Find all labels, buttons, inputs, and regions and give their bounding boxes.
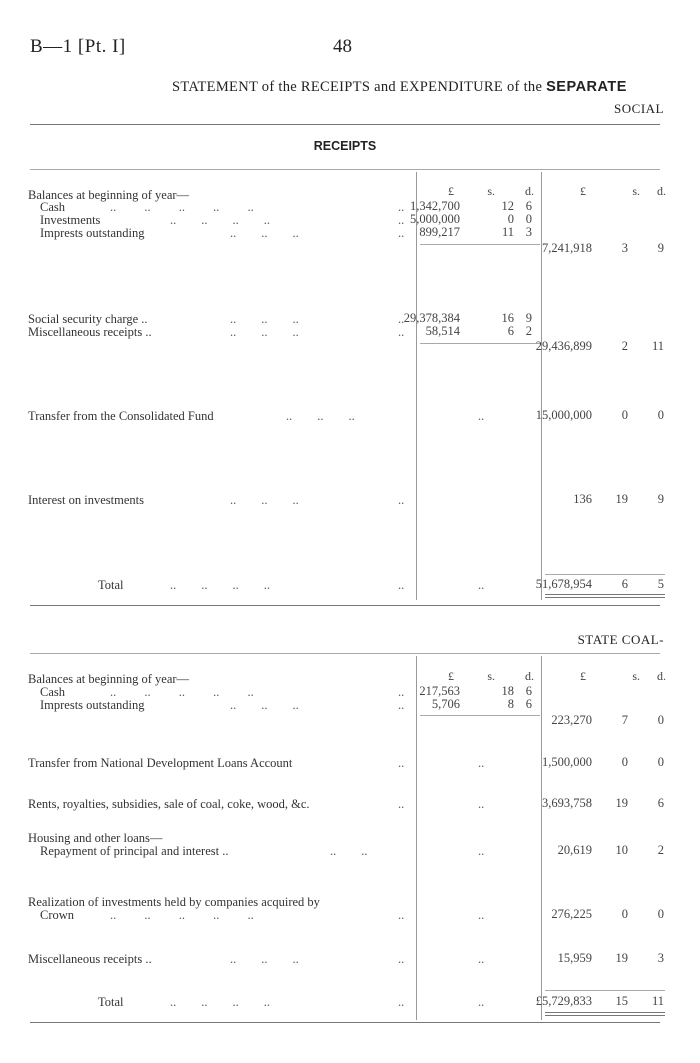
section-end-rule [30,605,660,606]
dots: .. [478,952,485,966]
dots: .. .. .. .. [170,995,270,1009]
coal-housing-d: 2 [657,843,664,857]
social-balances-total-pounds: 7,241,918 [542,241,592,255]
total-rule-double-2 [545,1015,665,1016]
coal-realization-label: Realization of investments held by companies acquired by [28,895,320,909]
social-total-label: Total [98,578,124,592]
coal-ndl-pounds: 1,500,000 [542,755,592,769]
dots: .. [398,493,405,507]
cur-s-2: s. [632,184,640,198]
cur-s-1: s. [487,184,495,198]
social-charges-total-d: 11 [651,339,664,353]
social-investments-d: 0 [525,212,532,226]
coal-ndl-label: Transfer from National Development Loans Account [28,756,293,770]
receipts-rule [30,169,660,170]
social-transfer-label: Transfer from the Consolidated Fund [28,409,214,423]
social-misc-pounds: 58,514 [425,324,460,338]
dots: .. [478,995,485,1009]
coal-housing-pounds: 20,619 [557,843,592,857]
dots: .. [398,952,405,966]
dots: .. [478,908,485,922]
dots: .. [398,312,405,326]
cur-d-1: d. [525,184,534,198]
col-divider-2 [541,172,542,600]
social-imprests-d: 3 [525,225,532,239]
coal-balances-heading: Balances at beginning of year— [28,672,190,686]
dots: .. [398,908,405,922]
dots: .. [478,797,485,811]
coal-imprests-label: Imprests outstanding [40,698,145,712]
dots: .. [398,698,405,712]
dots: .. .. .. .. .. [110,200,254,214]
coal-imprests-pounds: 5,706 [431,697,460,711]
social-investments-label: Investments [40,213,101,227]
cur-pound-1: £ [448,184,454,198]
coal-rents-pounds: 3,693,758 [542,796,592,810]
social-misc-s: 6 [507,324,514,338]
coal-balances-total-d: 0 [657,713,664,727]
social-interest-pounds: 136 [573,492,592,506]
coal-total-d: 11 [651,994,664,1008]
social-balances-heading: Balances at beginning of year— [28,188,190,202]
coal-misc-label: Miscellaneous receipts .. [28,952,152,966]
coal-misc-pounds: 15,959 [557,951,592,965]
social-charge-s: 16 [501,311,514,325]
cur-s-2: s. [632,669,640,683]
cur-d-2: d. [657,184,666,198]
social-balances-total-s: 3 [621,241,628,255]
social-investments-pounds: 5,000,000 [410,212,460,226]
page-ref: B—1 [Pt. I] [30,36,126,57]
coal-misc-s: 19 [615,951,628,965]
coal-realization-d: 0 [657,907,664,921]
cur-d-2: d. [657,669,666,683]
statement-title [172,79,627,96]
total-rule-top [545,990,665,991]
total-rule-top [545,574,665,575]
title-prefix: STATEMENT of the RECEIPTS and EXPENDITURE of the [172,79,543,95]
dots: .. [398,685,405,699]
dots: .. .. .. [230,493,299,507]
social-transfer-d: 0 [657,408,664,422]
coal-ndl-d: 0 [657,755,664,769]
social-imprests-label: Imprests outstanding [40,226,145,240]
social-transfer-s: 0 [621,408,628,422]
dots: .. .. .. .. .. [110,908,254,922]
coal-rents-label: Rents, royalties, subsidies, sale of coal, coke, wood, &c. [28,797,310,811]
dots: .. .. .. [230,226,299,240]
social-misc-label: Miscellaneous receipts .. [28,325,152,339]
social-interest-s: 19 [615,492,628,506]
coal-realization-s: 0 [621,907,628,921]
social-interest-label: Interest on investments [28,493,144,507]
social-imprests-pounds: 899,217 [419,225,460,239]
social-total-pounds: 51,678,954 [535,577,592,591]
social-cash-pounds: 1,342,700 [410,199,460,213]
social-balances-total-d: 9 [657,241,664,255]
dots: .. .. .. [230,325,299,339]
coal-realization-sublabel: Crown [40,908,75,922]
social-misc-d: 2 [525,324,532,338]
dots: .. .. .. .. .. [110,685,254,699]
total-rule-double-2 [545,597,665,598]
coal-cash-pounds: 217,563 [419,684,460,698]
cur-pound-1: £ [448,669,454,683]
coal-balances-total-pounds: 223,270 [551,713,592,727]
dots: .. .. [330,844,368,858]
coal-misc-d: 3 [657,951,664,965]
coal-imprests-d: 6 [525,697,532,711]
dots: .. [398,756,405,770]
cur-d-1: d. [525,669,534,683]
page-number: 48 [333,36,352,57]
cur-pound-2: £ [580,669,586,683]
dots: .. [478,756,485,770]
coal-cash-label: Cash [40,685,65,699]
social-cash-label: Cash [40,200,65,214]
social-charges-total-s: 2 [621,339,628,353]
coal-total-pounds: £5,729,833 [535,994,592,1008]
dots: .. .. .. [230,312,299,326]
coal-total-s: 15 [615,994,628,1008]
dots: .. [398,200,405,214]
dots: .. .. .. .. [170,578,270,592]
coal-cash-s: 18 [501,684,514,698]
social-cash-d: 6 [525,199,532,213]
social-charges-total-pounds: 29,436,899 [535,339,592,353]
social-imprests-s: 11 [501,225,514,239]
coal-rents-d: 6 [657,796,664,810]
social-transfer-pounds: 15,000,000 [535,408,592,422]
coal-cash-d: 6 [525,684,532,698]
dots: .. [398,325,405,339]
cur-pound-2: £ [580,184,586,198]
social-total-s: 6 [621,577,628,591]
coal-header-rule [30,653,660,654]
cur-s-1: s. [487,669,495,683]
header-rule [30,124,660,125]
coal-ndl-s: 0 [621,755,628,769]
dots: .. .. .. [230,698,299,712]
dots: .. [398,226,405,240]
receipts-heading: RECEIPTS [313,139,377,153]
dots: .. [398,578,405,592]
dots: .. .. .. [230,952,299,966]
section-end-rule [30,1022,660,1023]
social-charge-pounds: 29,378,384 [403,311,460,325]
dots: .. .. .. .. [170,213,270,227]
dots: .. [398,797,405,811]
dots: .. [398,995,405,1009]
coal-rents-s: 19 [615,796,628,810]
title-bold: SEPARATE [546,79,627,95]
social-total-d: 5 [657,577,664,591]
social-charge-d: 9 [525,311,532,325]
social-charge-label: Social security charge .. [28,312,148,326]
dots: .. .. .. [286,409,355,423]
dots: .. [478,578,485,592]
coal-housing-s: 10 [615,843,628,857]
coal-housing-label: Housing and other loans— [28,831,163,845]
section-social: SOCIAL [614,101,664,116]
dots: .. [398,213,405,227]
dots: .. [478,844,485,858]
coal-housing-sublabel: Repayment of principal and interest .. [40,844,229,858]
coal-balances-total-s: 7 [621,713,628,727]
social-interest-d: 9 [657,492,664,506]
total-rule-double-1 [545,594,665,595]
social-cash-s: 12 [501,199,514,213]
social-investments-s: 0 [507,212,514,226]
coal-total-label: Total [98,995,124,1009]
coal-realization-pounds: 276,225 [551,907,592,921]
total-rule-double-1 [545,1012,665,1013]
dots: .. [478,409,485,423]
section-state-coal: STATE COAL- [577,632,664,647]
coal-imprests-s: 8 [507,697,514,711]
